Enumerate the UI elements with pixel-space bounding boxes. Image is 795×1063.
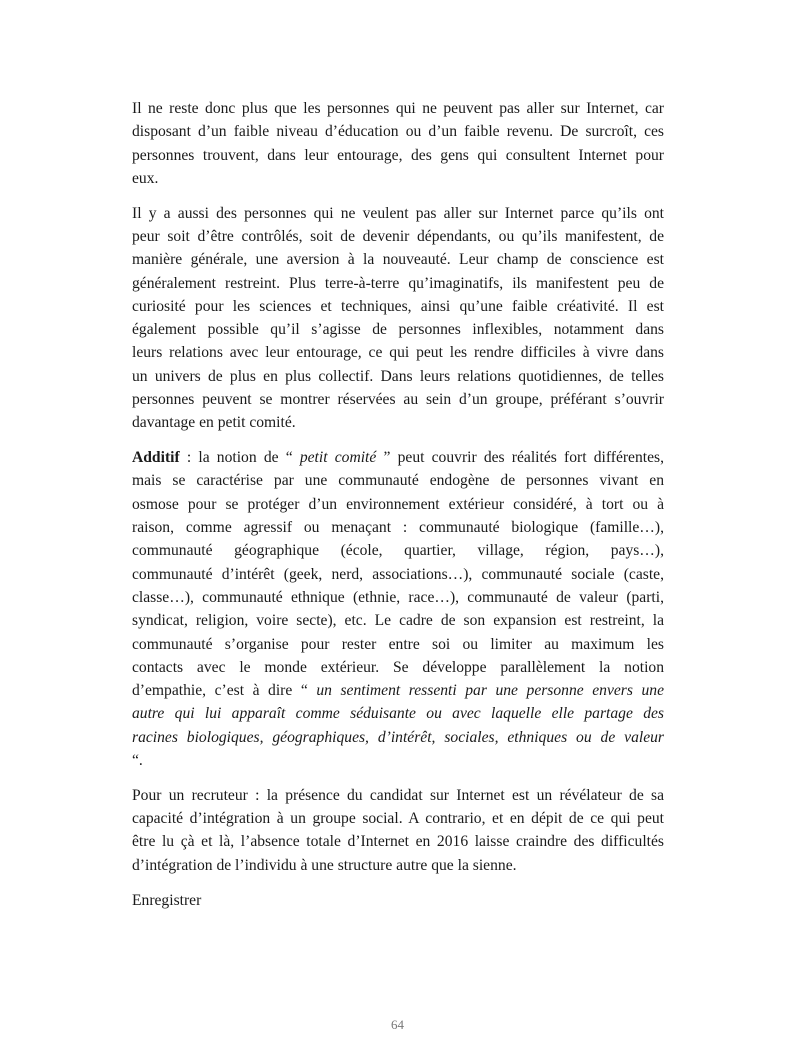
text-segment: communauté s’organise pour rester entre soi ou limiter au maximum les	[132, 635, 664, 653]
text-line	[132, 202, 664, 225]
text-segment: Enregistrer	[132, 891, 202, 909]
text-segment: communauté géographique (école, quartier, village, région, pays…),	[132, 542, 664, 560]
text-segment: être lu çà et là, l’absence totale d’Internet en 2016 laisse craindre des difficultés	[132, 833, 664, 851]
text-segment: d’empathie, c’est à dire “	[132, 682, 317, 700]
text-segment: également possible qu’il s’agisse de personnes inflexibles, notamment dans	[132, 321, 664, 339]
text-line	[132, 830, 664, 853]
text-segment: Il y a aussi des personnes qui ne veulent pas aller sur Internet parce qu’ils ont	[132, 204, 664, 222]
text-line	[132, 516, 664, 539]
text-line	[132, 144, 664, 167]
text-line	[132, 679, 664, 702]
text-line	[132, 749, 664, 772]
text-segment: leurs relations avec leur entourage, ce qui peut les rendre difficiles à vivre dans	[132, 344, 664, 362]
text-segment: d’intégration de l’individu à une structure autre que la sienne.	[132, 856, 517, 874]
text-line	[132, 633, 664, 656]
text-segment: ” peut couvrir des réalités fort différentes,	[376, 449, 664, 467]
text-segment: personnes trouvent, dans leur entourage, des gens qui consultent Internet pour	[132, 146, 664, 164]
paragraph	[132, 446, 664, 772]
text-line	[132, 120, 664, 143]
text-segment: syndicat, religion, voire secte), etc. Le cadre de son expansion est restreint, la	[132, 612, 664, 630]
paragraph	[132, 97, 664, 190]
text-segment: Pour un recruteur : la présence du candidat sur Internet est un révélateur de sa	[132, 786, 664, 804]
document-page-body	[132, 97, 664, 923]
text-segment: raison, comme agressif ou menaçant : communauté biologique (famille…),	[132, 519, 664, 537]
text-line	[132, 341, 664, 364]
text-line	[132, 493, 664, 516]
text-segment: communauté d’intérêt (geek, nerd, associations…), communauté sociale (caste,	[132, 565, 664, 583]
text-line	[132, 469, 664, 492]
text-segment: manière générale, une aversion à la nouveauté. Leur champ de conscience est	[132, 251, 664, 269]
text-line	[132, 365, 664, 388]
text-line	[132, 854, 664, 877]
text-line	[132, 726, 664, 749]
text-segment: davantage en petit comité.	[132, 414, 296, 432]
italic-text: racines biologiques, géographiques, d’intérêt, sociales, ethniques ou de valeur	[132, 728, 664, 746]
italic-text: un sentiment ressenti par une personne envers une	[316, 682, 664, 700]
text-line	[132, 784, 664, 807]
text-line	[132, 272, 664, 295]
text-segment: peur soit d’être contrôlés, soit de devenir dépendants, ou qu’ils manifestent, de	[132, 227, 664, 245]
text-segment: contacts avec le monde extérieur. Se développe parallèlement la notion	[132, 658, 664, 676]
text-line	[132, 388, 664, 411]
text-line	[132, 411, 664, 434]
italic-text: autre qui lui apparaît comme séduisante ou avec laquelle elle partage des	[132, 705, 664, 723]
text-line	[132, 539, 664, 562]
text-line	[132, 586, 664, 609]
text-line	[132, 702, 664, 725]
bold-text: Additif	[132, 449, 180, 467]
text-line	[132, 167, 664, 190]
text-segment: capacité d’intégration à un groupe social. A contrario, et en dépit de ce qui peut	[132, 810, 664, 828]
text-line	[132, 807, 664, 830]
text-segment: curiosité pour les sciences et techniques, ainsi qu’une faible créativité. Il est	[132, 297, 664, 315]
text-segment: mais se caractérise par une communauté endogène de personnes vivant en	[132, 472, 664, 490]
text-segment: osmose pour se protéger d’un environnement extérieur considéré, à tort ou à	[132, 495, 664, 513]
text-line	[132, 563, 664, 586]
text-line	[132, 656, 664, 679]
text-segment: eux.	[132, 169, 159, 187]
page-number: 64	[391, 1017, 404, 1032]
text-line	[132, 446, 664, 469]
text-line	[132, 318, 664, 341]
italic-text: petit comité	[299, 449, 377, 467]
text-line	[132, 225, 664, 248]
paragraph	[132, 889, 664, 912]
paragraph	[132, 784, 664, 877]
paragraph	[132, 202, 664, 435]
text-line	[132, 248, 664, 271]
text-line	[132, 889, 664, 912]
text-segment: personnes peuvent se montrer réservées au sein d’un groupe, préférant s’ouvrir	[132, 391, 664, 409]
text-segment: : la notion de “	[179, 449, 300, 467]
text-segment: “.	[132, 752, 143, 770]
text-segment: Il ne reste donc plus que les personnes qui ne peuvent pas aller sur Internet, car	[132, 100, 664, 117]
text-line	[132, 609, 664, 632]
text-line	[132, 97, 664, 120]
text-segment: un univers de plus en plus collectif. Dans leurs relations quotidiennes, de telles	[132, 367, 664, 385]
text-segment: classe…), communauté ethnique (ethnie, race…), communauté de valeur (parti,	[132, 588, 664, 606]
text-line	[132, 295, 664, 318]
text-segment: disposant d’un faible niveau d’éducation ou d’un faible revenu. De surcroît, ces	[132, 123, 664, 141]
text-segment: généralement restreint. Plus terre-à-terre qu’imaginatifs, ils manifestent peu de	[132, 274, 664, 292]
